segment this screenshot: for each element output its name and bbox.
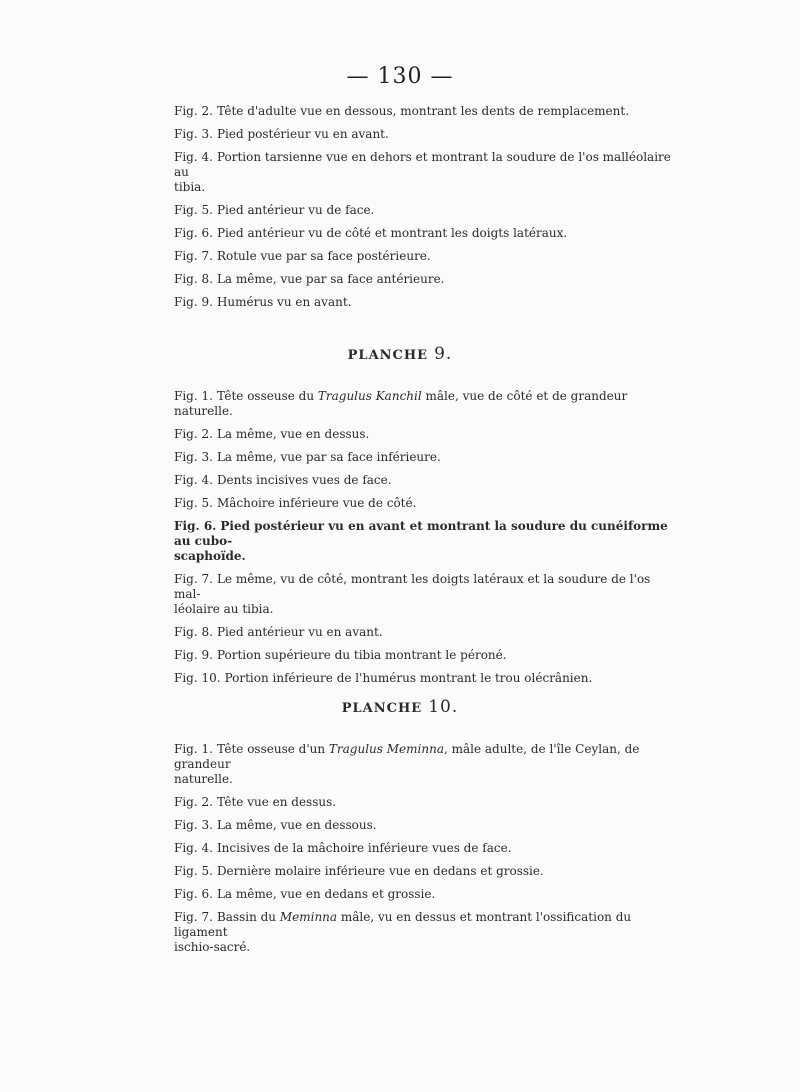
figure-entry <box>174 272 672 287</box>
species-name: Tragulus Meminna <box>328 742 444 756</box>
figure-caption: La même, vue par sa face inférieure. <box>216 450 441 464</box>
figure-caption: La même, vue par sa face antérieure. <box>216 272 445 286</box>
figure-number: Fig. 10. <box>174 671 221 685</box>
plate-10-heading <box>0 697 800 717</box>
figure-caption: La même, vue en dedans et grossie. <box>216 887 436 901</box>
figure-caption: Bassin du <box>216 910 280 924</box>
figure-caption: Pied antérieur vu de face. <box>216 203 375 217</box>
figure-number: Fig. 8. <box>174 272 213 286</box>
figure-entry <box>174 795 672 810</box>
figure-caption: , mâle adulte, de l'île Ceylan, de grandeur <box>174 742 640 771</box>
figure-caption: Dents incisives vues de face. <box>216 473 392 487</box>
figure-number: Fig. 3. <box>174 818 213 832</box>
figure-caption: Pied antérieur vu de côté et montrant les doigts latéraux. <box>216 226 568 240</box>
figure-number: Fig. 3. <box>174 127 213 141</box>
figure-caption: Portion inférieure de l'humérus montrant le trou olécrânien. <box>224 671 593 685</box>
figure-number: Fig. 6. <box>174 519 217 533</box>
figure-caption: Portion tarsienne vue en dehors et montrant la soudure de l'os malléolaire au <box>174 150 671 179</box>
figure-number: Fig. 3. <box>174 450 213 464</box>
page-number: — 130 — <box>346 64 454 89</box>
figure-caption-continuation: tibia. <box>174 180 206 194</box>
figure-entry <box>174 818 672 833</box>
figure-entry <box>174 496 672 511</box>
figure-number: Fig. 7. <box>174 572 213 586</box>
figure-entry <box>174 127 672 142</box>
figure-entry <box>174 519 672 564</box>
figure-number: Fig. 1. <box>174 389 213 403</box>
figure-caption: Portion supérieure du tibia montrant le péroné. <box>216 648 507 662</box>
figure-caption: Pied postérieur vu en avant. <box>216 127 389 141</box>
plate-9-figure-list <box>174 389 672 694</box>
figure-caption: Dernière molaire inférieure vue en dedans et grossie. <box>216 864 544 878</box>
figure-number: Fig. 9. <box>174 295 213 309</box>
plate-number: 9. <box>434 344 453 364</box>
figure-number: Fig. 6. <box>174 226 213 240</box>
figure-caption-continuation: léolaire au tibia. <box>174 602 274 616</box>
figure-caption: Rotule vue par sa face postérieure. <box>216 249 431 263</box>
species-name: Meminna <box>279 910 338 924</box>
figure-caption: Incisives de la mâchoire inférieure vues de face. <box>216 841 512 855</box>
figure-entry <box>174 450 672 465</box>
figure-entry <box>174 203 672 218</box>
figure-entry <box>174 249 672 264</box>
figure-entry <box>174 389 672 419</box>
figure-caption-continuation: naturelle. <box>174 772 233 786</box>
figure-caption: mâle, vue de côté et de grandeur naturelle. <box>174 389 628 418</box>
plate-10-figure-list <box>174 742 672 963</box>
figure-number: Fig. 4. <box>174 473 213 487</box>
figure-caption: Humérus vu en avant. <box>216 295 352 309</box>
figure-caption: Le même, vu de côté, montrant les doigts latéraux et la soudure de l'os mal- <box>174 572 651 601</box>
figure-entry <box>174 864 672 879</box>
figure-entry <box>174 910 672 955</box>
figure-number: Fig. 1. <box>174 742 213 756</box>
figure-caption: mâle, vu en dessus et montrant l'ossification du ligament <box>174 910 632 939</box>
figure-entry <box>174 104 672 119</box>
figure-number: Fig. 9. <box>174 648 213 662</box>
figure-entry <box>174 887 672 902</box>
figure-number: Fig. 7. <box>174 249 213 263</box>
figure-caption: Mâchoire inférieure vue de côté. <box>216 496 417 510</box>
figure-number: Fig. 5. <box>174 203 213 217</box>
figure-number: Fig. 2. <box>174 104 213 118</box>
figure-caption-continuation: scaphoïde. <box>174 549 246 563</box>
figure-entry <box>174 625 672 640</box>
figure-entry <box>174 427 672 442</box>
plate-label: PLANCHE <box>341 701 423 716</box>
figure-caption-continuation: ischio-sacré. <box>174 940 251 954</box>
figure-caption: Pied antérieur vu en avant. <box>216 625 383 639</box>
figure-entry <box>174 150 672 195</box>
figure-caption: Pied postérieur vu en avant et montrant la soudure du cunéiforme au cubo- <box>174 519 668 548</box>
figure-entry <box>174 572 672 617</box>
figure-number: Fig. 6. <box>174 887 213 901</box>
figure-entry <box>174 841 672 856</box>
figure-entry <box>174 473 672 488</box>
figure-number: Fig. 5. <box>174 496 213 510</box>
figure-entry <box>174 226 672 241</box>
figure-number: Fig. 4. <box>174 841 213 855</box>
intro-figure-list <box>174 104 672 318</box>
figure-caption: Tête osseuse d'un <box>216 742 329 756</box>
figure-caption: Tête osseuse du <box>216 389 318 403</box>
plate-label: PLANCHE <box>347 348 429 363</box>
figure-number: Fig. 4. <box>174 150 213 164</box>
figure-entry <box>174 648 672 663</box>
figure-caption: Tête vue en dessus. <box>216 795 337 809</box>
figure-entry <box>174 671 672 686</box>
plate-9-heading <box>0 344 800 364</box>
figure-caption: Tête d'adulte vue en dessous, montrant les dents de remplacement. <box>216 104 630 118</box>
figure-caption: La même, vue en dessous. <box>216 818 377 832</box>
species-name: Tragulus Kanchil <box>317 389 422 403</box>
figure-caption: La même, vue en dessus. <box>216 427 370 441</box>
figure-number: Fig. 2. <box>174 427 213 441</box>
figure-entry <box>174 742 672 787</box>
figure-number: Fig. 8. <box>174 625 213 639</box>
figure-entry <box>174 295 672 310</box>
plate-number: 10. <box>428 697 459 717</box>
figure-number: Fig. 2. <box>174 795 213 809</box>
figure-number: Fig. 7. <box>174 910 213 924</box>
figure-number: Fig. 5. <box>174 864 213 878</box>
